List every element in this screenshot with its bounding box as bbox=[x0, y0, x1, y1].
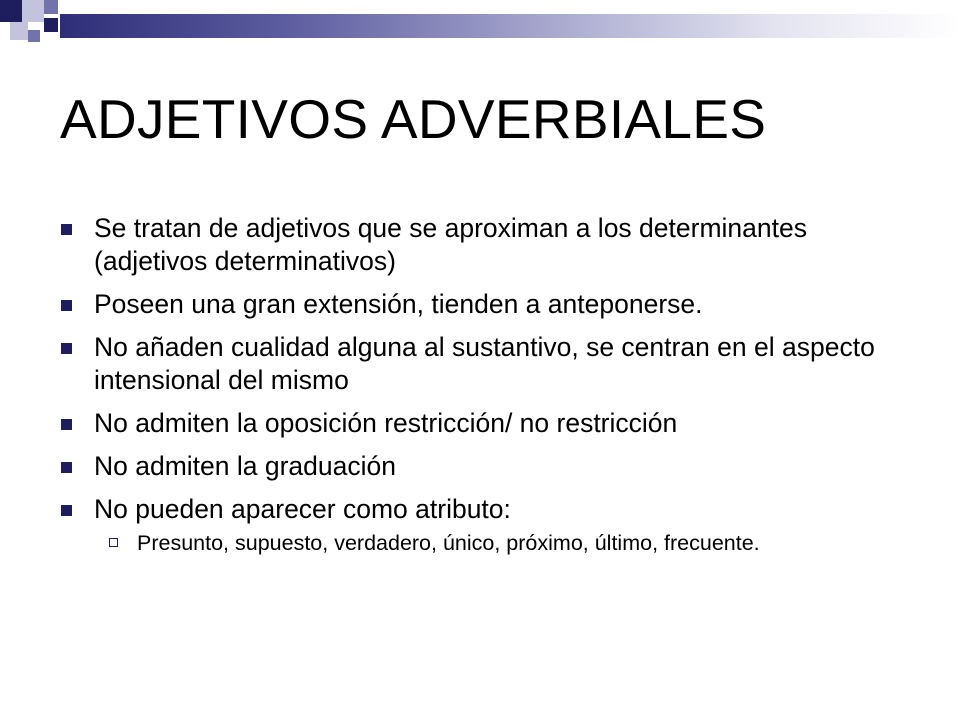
slide-content bbox=[60, 212, 920, 557]
decor-square bbox=[10, 22, 28, 40]
bullet-text: Poseen una gran extensión, tienden a anteponerse. bbox=[94, 289, 703, 319]
bullet-item bbox=[60, 212, 920, 278]
decor-square bbox=[28, 30, 40, 42]
hollow-square-bullet-icon bbox=[109, 538, 118, 547]
header-decoration bbox=[0, 0, 960, 60]
header-gradient-bar bbox=[60, 14, 960, 38]
bullet-text: Se tratan de adjetivos que se aproximan a los determinantes (adjetivos determinativos) bbox=[94, 213, 807, 276]
square-bullet-icon bbox=[61, 505, 72, 516]
bullet-text: No admiten la oposición restricción/ no restricción bbox=[94, 408, 678, 438]
sub-bullet-text: Presunto, supuesto, verdadero, único, próximo, último, frecuente. bbox=[137, 531, 760, 555]
bullet-item bbox=[60, 331, 920, 397]
bullet-text: No pueden aparecer como atributo: bbox=[94, 494, 511, 524]
square-bullet-icon bbox=[61, 462, 72, 473]
decor-square bbox=[0, 0, 22, 22]
decor-square bbox=[44, 0, 58, 14]
square-bullet-icon bbox=[61, 419, 72, 430]
square-bullet-icon bbox=[61, 300, 72, 311]
square-bullet-icon bbox=[61, 224, 72, 235]
bullet-text: No admiten la graduación bbox=[94, 451, 396, 481]
bullet-item bbox=[60, 493, 920, 526]
bullet-item bbox=[60, 407, 920, 440]
bullet-text: No añaden cualidad alguna al sustantivo, se centran en el aspecto intensional del mismo bbox=[94, 332, 875, 395]
decor-square bbox=[44, 18, 58, 32]
slide-title: ADJETIVOS ADVERBIALES bbox=[60, 88, 767, 150]
bullet-item bbox=[60, 450, 920, 483]
decor-square bbox=[22, 0, 44, 22]
bullet-item bbox=[60, 288, 920, 321]
square-bullet-icon bbox=[61, 343, 72, 354]
sub-bullet-item bbox=[60, 530, 920, 557]
